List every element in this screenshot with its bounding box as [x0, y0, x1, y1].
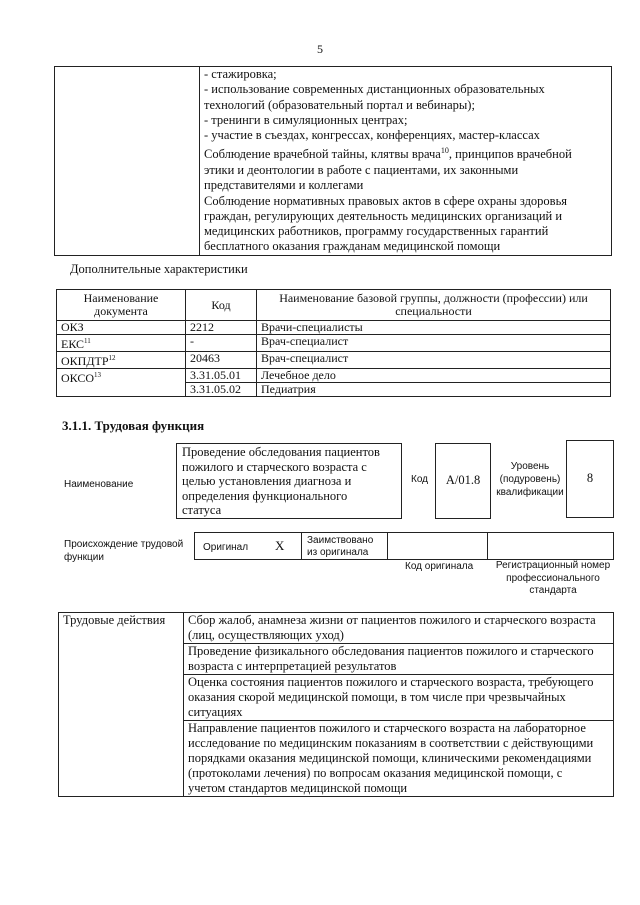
level-value-box: 8 [566, 440, 614, 518]
original-label: Оригинал [203, 542, 249, 553]
header-document: Наименование документа [57, 290, 186, 321]
text-line: порядками оказания медицинской помощи, клиническими рекомендациями [188, 751, 592, 765]
reg-number-label [490, 560, 616, 598]
code-cell: - [186, 335, 257, 352]
text-line: определения функционального [182, 488, 348, 503]
action-cell [184, 644, 614, 675]
text-line: медицинских работников, программу государственных гарантий [204, 224, 549, 239]
code-cell: 2212 [186, 321, 257, 335]
doc-name: ОКСО [61, 371, 95, 385]
borrowed-label [307, 535, 373, 559]
text-line: представителями и коллегами [204, 178, 364, 193]
text-line: - использование современных дистанционных образовательных [204, 82, 545, 97]
footnote-ref: 12 [108, 354, 116, 362]
header-code: Код [186, 290, 257, 321]
text-line: - участие в съездах, конгрессах, конференциях, мастер-классах [204, 128, 540, 143]
page-number: 5 [317, 42, 323, 56]
empty-label-cell [55, 67, 200, 256]
name-cell: Врач-специалист [257, 352, 611, 369]
table-row [59, 613, 614, 644]
text-line: Уровень [510, 461, 550, 472]
text-line: - стажировка; [204, 67, 277, 81]
origin-row [194, 532, 614, 560]
function-name-box [176, 443, 402, 519]
text-part: Соблюдение врачебной тайны, клятвы врача [204, 147, 441, 162]
additional-heading: Дополнительные характеристики [70, 262, 248, 276]
doc-cell [57, 335, 186, 352]
text-line: Проведение обследования пациентов [182, 445, 380, 459]
text-line: (подуровень) [499, 474, 561, 485]
text-line: стандарта [529, 585, 577, 596]
continuation-table [54, 66, 612, 256]
name-cell: Врачи-специалисты [257, 321, 611, 335]
header-name: Наименование базовой группы, должности (профессии) или специальности [257, 290, 611, 321]
doc-name: ОКПДТР [61, 354, 109, 368]
action-cell [184, 721, 614, 797]
footnote-ref: 13 [94, 371, 102, 379]
text-line: целью установления диагноза и [182, 474, 352, 488]
characteristics-table [56, 289, 611, 397]
name-cell: Педиатрия [257, 383, 611, 397]
divider [301, 532, 302, 560]
text-line [204, 143, 607, 162]
name-cell: Врач-специалист [257, 335, 611, 352]
text-line: Заимствовано [307, 535, 374, 546]
doc-cell [57, 369, 186, 397]
footnote-ref: 11 [84, 337, 91, 345]
origin-label [64, 538, 183, 564]
text-line: Происхождение трудовой [64, 539, 184, 550]
text-line: функции [64, 552, 104, 563]
original-mark: X [275, 538, 285, 553]
divider [387, 532, 388, 560]
table-row [57, 369, 611, 383]
text-line: оказания скорой медицинской помощи, в том числе при чрезвычайных [188, 690, 566, 704]
text-line: пожилого и старческого возраста с [182, 459, 367, 474]
text-line: технологий (образовательный портал и вебинары); [204, 97, 475, 112]
text-line: граждан, регулирующих деятельность медицинских организаций и [204, 208, 563, 223]
text-line: бесплатного оказания гражданам медицинской помощи [204, 239, 501, 254]
divider [487, 532, 488, 560]
name-label: Наименование [64, 479, 134, 490]
doc-name: ОКЗ [61, 320, 84, 334]
text-line: Оценка состояния пациентов пожилого и старческого возраста, требующего [188, 675, 594, 689]
text-line: (лиц, осуществляющих уход) [188, 628, 344, 642]
action-cell [184, 675, 614, 721]
text-line: квалификации [496, 487, 564, 498]
text-line: ситуациях [188, 705, 243, 719]
section-title: 3.1.1. Трудовая функция [62, 418, 205, 433]
doc-cell [57, 321, 186, 335]
text-line: из оригинала [307, 547, 369, 558]
text-line: профессионального [506, 572, 600, 584]
code-cell: 20463 [186, 352, 257, 369]
text-line: Соблюдение нормативных правовых актов в сфере охраны здоровья [204, 193, 568, 208]
text-line: Регистрационный номер [495, 560, 611, 571]
text-line: этики и деонтологии в работе с пациентами, их законными [204, 162, 519, 177]
code-value-box: А/01.8 [435, 443, 491, 519]
text-line: (протоколами лечения) по вопросам оказания медицинской помощи, с [188, 766, 563, 780]
table-row [57, 352, 611, 369]
content-cell [200, 67, 612, 256]
text-line: исследование по медицинским показаниям в соответствии с действующими [188, 736, 594, 750]
labor-actions-table [58, 612, 614, 797]
actions-label: Трудовые действия [59, 613, 184, 797]
code-label: Код [411, 474, 429, 485]
text-part: , принципов врачебной [448, 147, 572, 162]
text-line: Проведение физикального обследования пациентов пожилого и старческого [188, 644, 594, 658]
table-row [57, 335, 611, 352]
text-line: - тренинги в симуляционных центрах; [204, 112, 408, 127]
code-cell: 3.31.05.01 [186, 369, 257, 383]
action-cell [184, 613, 614, 644]
footnote-ref: 10 [440, 146, 449, 156]
doc-name: ЕКС [61, 337, 85, 351]
level-label [494, 460, 566, 499]
code-cell: 3.31.05.02 [186, 383, 257, 397]
doc-cell [57, 352, 186, 369]
table-row [57, 321, 611, 335]
text-line: статуса [182, 503, 222, 517]
text-line: возраста с интерпретацией результатов [188, 659, 397, 673]
text-line: Направление пациентов пожилого и старческого возраста на лабораторное [188, 721, 586, 735]
code-original-label: Код оригинала [405, 561, 474, 572]
name-cell: Лечебное дело [257, 369, 611, 383]
text-line: учетом стандартов медицинской помощи [188, 781, 408, 795]
text-line: Сбор жалоб, анамнеза жизни от пациентов пожилого и старческого возраста [188, 613, 596, 627]
